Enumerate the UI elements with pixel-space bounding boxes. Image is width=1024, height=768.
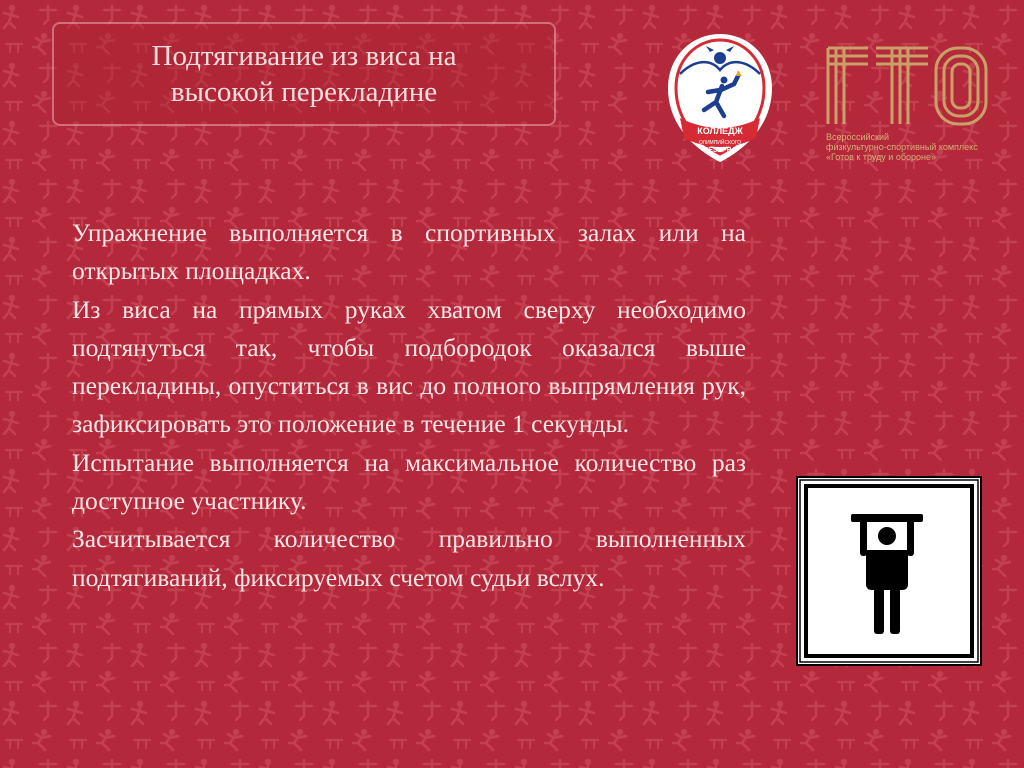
college-emblem-text-2: ОЛИМПИЙСКОГО: [698, 140, 742, 146]
title-line-2: высокой перекладине: [170, 76, 438, 108]
paragraph-1: Упражнение выполняется в спортивных залах или на открытых площадках.: [72, 218, 746, 286]
paragraph-2: Из виса на прямых руках хватом сверху необходимо подтянуться так, чтобы подбородок оказался выше перекладины, опуститься в вис до полного выпрямления рук, зафиксировать это положение в течение 1 секунды.: [72, 294, 746, 439]
exercise-description: [72, 214, 746, 597]
paragraph-3: Испытание выполняется на максимальное количество раз доступное участнику.: [72, 447, 746, 516]
paragraph-4: Засчитывается количество правильно выполненных подтягиваний, фиксируемых счетом судьи вслух.: [72, 524, 746, 592]
gto-caption-line-2: физкультурно-спортивный комплекс: [826, 142, 978, 152]
college-emblem-icon: [664, 30, 776, 166]
title-line-1: Подтягивание из виса на: [151, 40, 457, 72]
gto-caption: [826, 132, 996, 162]
college-emblem-text: КОЛЛЕДЖ: [697, 126, 743, 136]
college-emblem-text-3: РЕЗЕРВА: [703, 147, 737, 154]
slide-title: [52, 22, 556, 126]
gto-caption-line-3: «Готов к труду и обороне»: [826, 152, 936, 162]
gto-caption-line-1: Всероссийский: [826, 132, 890, 142]
pull-up-icon: [796, 476, 982, 666]
